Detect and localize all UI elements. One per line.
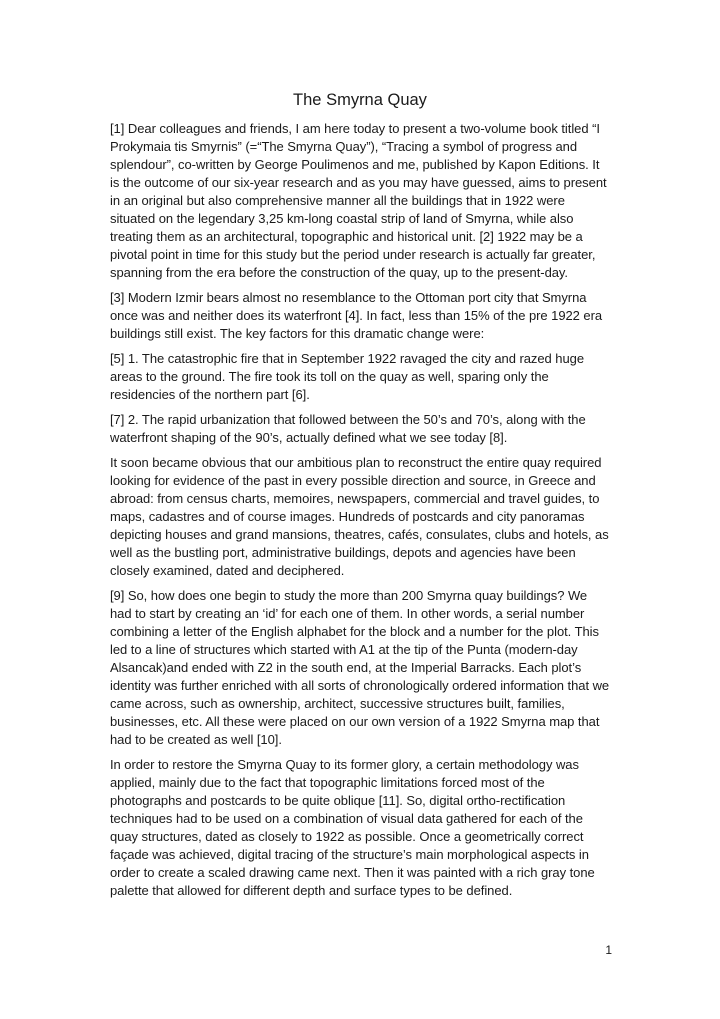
page-title: The Smyrna Quay <box>293 91 427 109</box>
paragraph-3: [5] 1. The catastrophic fire that in September 1922 ravaged the city and razed huge areas to the ground. The fire took its toll on the quay as well, sparing only the residencies of the northern part [6]. <box>110 351 585 402</box>
paragraph-5: It soon became obvious that our ambitious plan to reconstruct the entire quay required looking for evidence of the past in every possible direction and source, in Greece and abroad: from census charts, memoires, newspapers, commercial and travel guides, to maps, cadastres and of course images. Hundreds of postcards and city panoramas depicting houses and grand mansions, theatres, cafés, consulates, clubs and hotels, as well as the bustling port, administrative buildings, depots and agencies have been closely examined, dated and deciphered. <box>110 455 609 578</box>
paragraph-2: [3] Modern Izmir bears almost no resemblance to the Ottoman port city that Smyrna once was and neither does its waterfront [4]. In fact, less than 15% of the pre 1922 era buildings still exist. The key factors for this dramatic change were: <box>110 290 603 341</box>
document-body <box>110 120 612 907</box>
paragraph-7: In order to restore the Smyrna Quay to its former glory, a certain methodology was applied, mainly due to the fact that topographic limitations forced most of the photographs and postcards to be quite oblique [11]. So, digital ortho-rectification techniques had to be used on a combination of visual data gathered for each of the quay structures, dated as closely to 1922 as possible. Once a geometrically correct façade was achieved, digital tracing of the structure’s main morphological aspects in order to create a scaled drawing came next. Then it was painted with a rich gray tone palette that allowed for different depth and surface types to be defined. <box>110 757 595 898</box>
page-number: 1 <box>605 943 612 957</box>
paragraph-1: [1] Dear colleagues and friends, I am here today to present a two-volume book titled “I Prokymaia tis Smyrnis” (=“The Smyrna Quay”), “Tracing a symbol of progress and splendour”, co-written by George Poulimenos and me, published by Kapon Editions. It is the outcome of our six-year research and as you may have guessed, aims to present in an original but also comprehensive manner all the buildings that in 1922 were situated on the legendary 3,25 km-long coastal strip of land of Smyrna, while also treating them as an architectural, topographic and historical unit. [2] 1922 may be a pivotal point in time for this study but the period under research is actually far greater, spanning from the era before the construction of the quay, up to the present-day. <box>110 121 607 280</box>
paragraph-4: [7] 2. The rapid urbanization that followed between the 50’s and 70’s, along with the waterfront shaping of the 90’s, actually defined what we see today [8]. <box>110 412 586 445</box>
paragraph-6: [9] So, how does one begin to study the more than 200 Smyrna quay buildings? We had to start by creating an ‘id’ for each one of them. In other words, a serial number combining a letter of the English alphabet for the block and a number for the plot. This led to a line of structures which started with A1 at the tip of the Punta (modern-day Alsancak)and ended with Z2 in the south end, at the Imperial Barracks. Each plot’s identity was further enriched with all sorts of chronologically ordered information that we came across, such as ownership, architect, successive structures built, families, businesses, etc. All these were placed on our own version of a 1922 Smyrna map that had to be created as well [10]. <box>110 588 610 747</box>
